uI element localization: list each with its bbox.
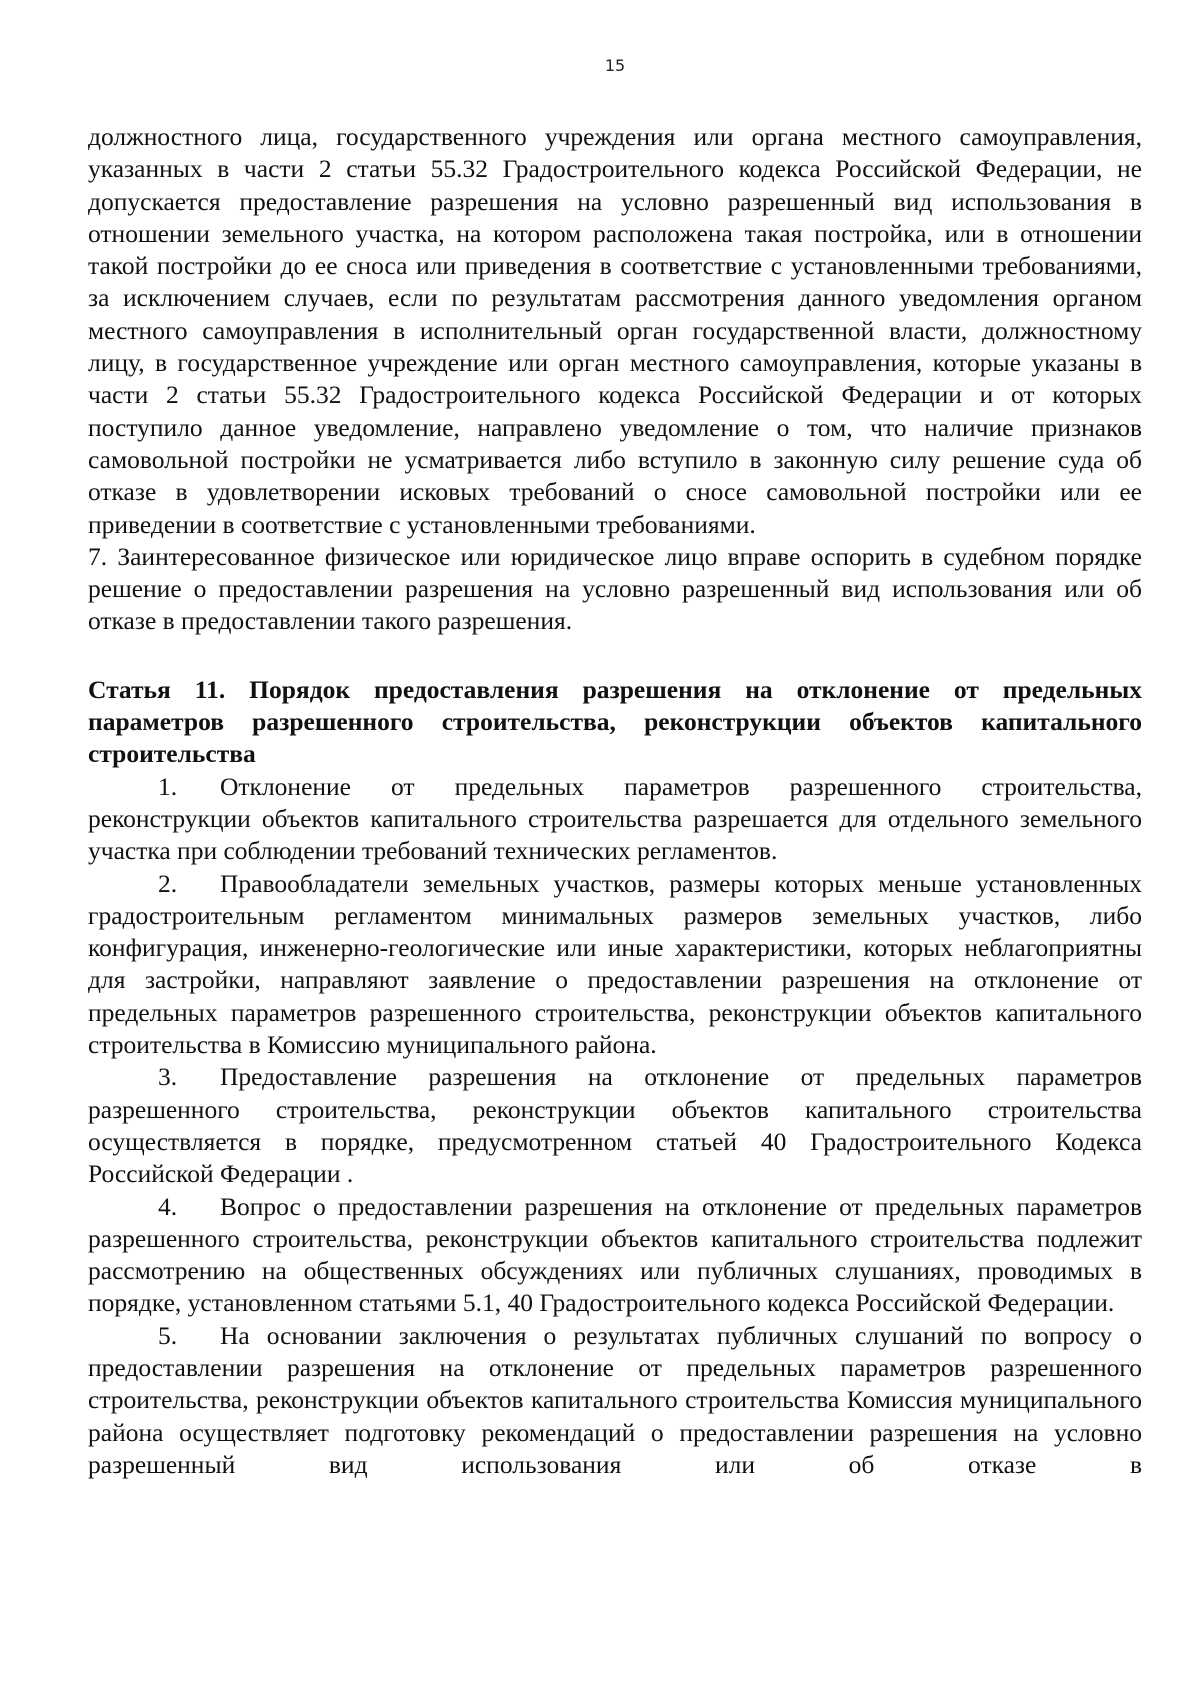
item-number: 2. xyxy=(158,868,178,898)
article-item-1 xyxy=(88,771,1142,868)
item-text: Отклонение от предельных параметров разрешенного строительства, реконструкции объектов капитального строительства разрешается для отдельного земельного участка при соблюдении требований технических регламентов. xyxy=(88,771,1142,866)
item-text: Вопрос о предоставлении разрешения на отклонение от предельных параметров разрешенного строительства, реконструкции объектов капитального строительства подлежит рассмотрению на общественных обсуждениях или публичных слушаниях, проводимых в порядке, установленном статьями 5.1, 40 Градостроительного кодекса Российской Федерации. xyxy=(88,1191,1142,1318)
document-page xyxy=(88,56,1142,1481)
item-text: На основании заключения о результатах публичных слушаний по вопросу о предоставлении разрешения на отклонение от предельных параметров разрешенного строительства, реконструкции объектов капитального строительства Комиссия муниципального района осуществляет подготовку рекомендаций о предоставлении разрешения на условно разрешенный вид использования или об отказе в xyxy=(88,1320,1142,1479)
article-item-2 xyxy=(88,868,1142,1062)
article-title: Статья 11. Порядок предоставления разрешения на отклонение от предельных параметров разрешенного строительства, реконструкции объектов капитального строительства xyxy=(88,674,1142,769)
article-item-4 xyxy=(88,1191,1142,1320)
article-item-3 xyxy=(88,1061,1142,1190)
item-number: 5. xyxy=(158,1320,178,1350)
item-number: 4. xyxy=(158,1191,178,1221)
page-number: 15 xyxy=(604,56,626,75)
article-item-5 xyxy=(88,1320,1142,1481)
item-number: 1. xyxy=(158,771,178,801)
item-number: 3. xyxy=(158,1062,178,1092)
item-text: Правообладатели земельных участков, размеры которых меньше установленных градостроительным регламентом минимальных размеров земельных участков, либо конфигурация, инженерно-геологические или иные характеристики, которых неблагоприятны для застройки, направляют заявление о предоставлении разрешения на отклонение от предельных параметров разрешенного строительства, реконструкции объектов капитального строительства в Комиссию муниципального района. xyxy=(88,868,1142,1060)
paragraph-continuation: должностного лица, государственного учреждения или органа местного самоуправления, указанных в части 2 статьи 55.32 Градостроительного кодекса Российской Федерации, не допускается предоставление разрешения на условно разрешенный вид использования в отношении земельного участка, на котором расположена такая постройка, или в отношении такой постройки до ее сноса или приведения в соответствие с установленными требованиями, за исключением случаев, если по результатам рассмотрения данного уведомления органом местного самоуправления в исполнительный орган государственной власти, должностному лицу, в государственное учреждение или орган местного самоуправления, которые указаны в части 2 статьи 55.32 Градостроительного кодекса Российской Федерации и от которых поступило данное уведомление, направлено уведомление о том, что наличие признаков самовольной постройки не усматривается либо вступило в законную силу решение суда об отказе в удовлетворении исковых требований о сносе самовольной постройки или ее приведении в соответствие с установленными требованиями. xyxy=(88,122,1142,539)
paragraph-point-7: 7. Заинтересованное физическое или юридическое лицо вправе оспорить в судебном порядке решение о предоставлении разрешения на условно разрешенный вид использования или об отказе в предоставлении такого разрешения. xyxy=(88,541,1142,636)
item-text: Предоставление разрешения на отклонение от предельных параметров разрешенного строительства, реконструкции объектов капитального строительства осуществляется в порядке, предусмотренном статьей 40 Градостроительного Кодекса Российской Федерации . xyxy=(88,1062,1142,1189)
